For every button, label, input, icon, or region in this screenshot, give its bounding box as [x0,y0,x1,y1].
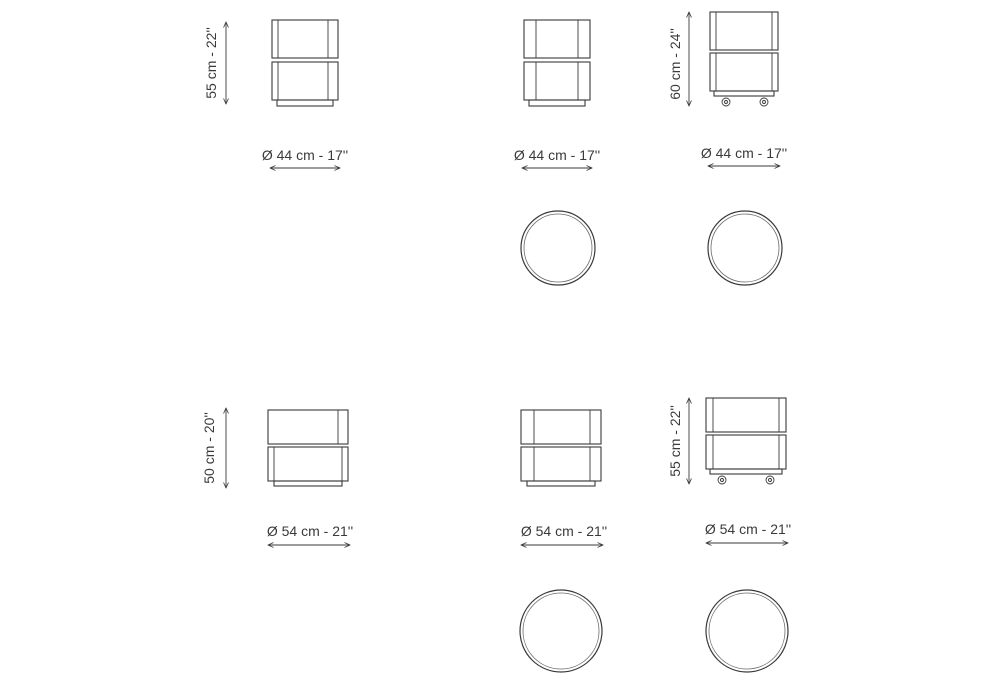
row2-item3-wheels [718,476,774,484]
row2-item1-height-label: 50 cm - 20'' [201,412,217,484]
row1-item1-diameter-dimension [262,147,348,168]
row1-item3-diameter-label: Ø 44 cm - 17'' [700,145,788,161]
row2-item3-height-label: 55 cm - 22'' [667,405,683,477]
row2-item3-diameter-label: Ø 54 cm - 21'' [704,521,792,537]
row2-item3-height-dimension [667,398,689,484]
row2-item3-diameter-dimension [705,521,791,543]
row2-item1-diameter-dimension [267,523,353,545]
row1-item2-diameter-label: Ø 44 cm - 17'' [513,147,601,163]
row2-item1-height-dimension [201,408,226,488]
row2-item1-elevation [268,410,348,486]
row2-item3-plan-view [706,590,788,672]
row2-item2-diameter-label: Ø 54 cm - 21'' [520,523,608,539]
row2-item1-diameter-label: Ø 54 cm - 21'' [266,523,354,539]
row1-item3-height-label: 60 cm - 24'' [667,28,683,100]
row1-item2-diameter-dimension [514,147,600,168]
row1-item1-elevation [272,20,338,106]
row1-item2-plan-view [521,211,595,285]
row1-item3-height-dimension [667,12,689,106]
row1-item1-height-label: 55 cm - 22'' [203,27,219,99]
row2-item2-elevation [521,410,601,486]
row1-item1-diameter-label: Ø 44 cm - 17'' [261,147,349,163]
row2-item2-diameter-dimension [521,523,607,545]
row1-item3-wheels [722,98,768,106]
row1-item3-diameter-dimension [701,145,787,166]
row1-item1-height-dimension [203,22,226,104]
row1-item3-elevation [710,12,778,106]
row2-item3-elevation [706,398,786,484]
row2-item2-plan-view [520,590,602,672]
row1-item3-plan-view [708,211,782,285]
row1-item2-elevation [524,20,590,106]
